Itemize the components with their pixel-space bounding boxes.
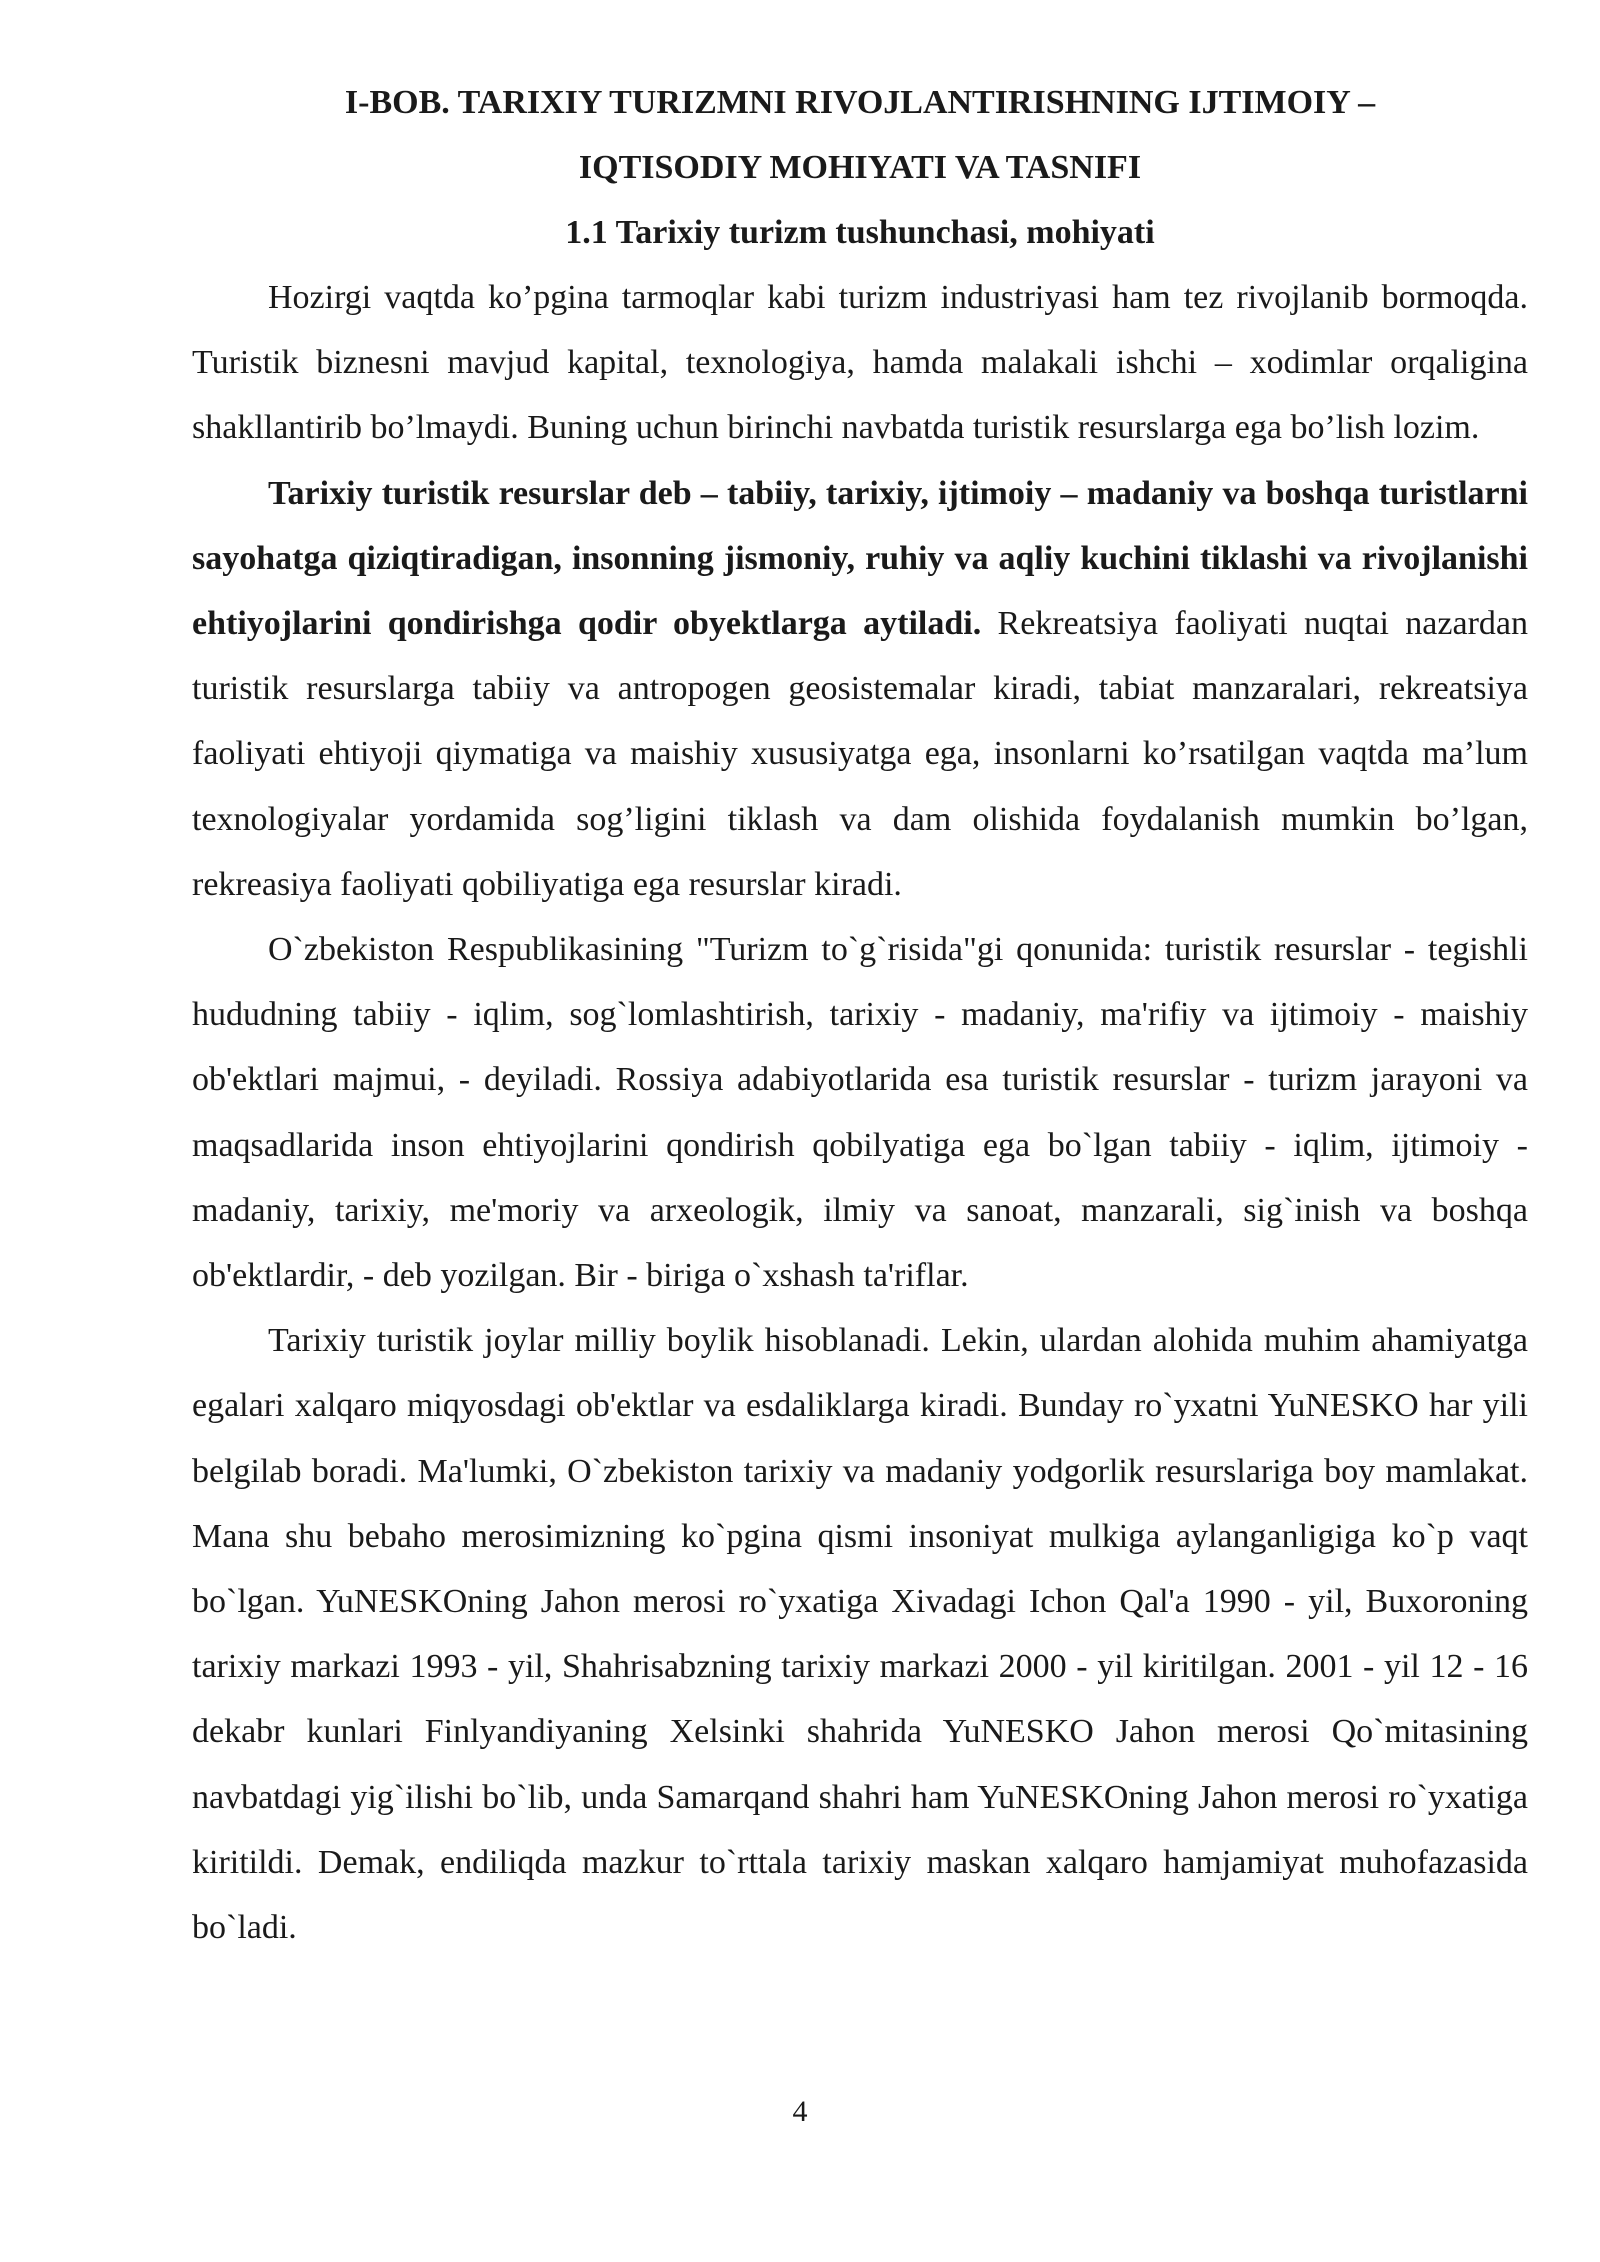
paragraph-2-text: Rekreatsiya faoliyati nuqtai nazardan turistik resurslarga tabiiy va antropogen geosistemalar kiradi, tabiat manzaralari, rekreatsiya faoliyati ehtiyoji qiymatiga va maishiy xususiyatga ega, insonlarni ko’rsatilgan vaqtda ma’lum texnologiyalar yordamida sog’ligini tiklash va dam olishida foydalanish mumkin bo’lgan, rekreasiya faoliyati qobiliyatiga ega resurslar kiradi. bbox=[192, 605, 1528, 903]
paragraph-1: Hozirgi vaqtda ko’pgina tarmoqlar kabi turizm industriyasi ham tez rivojlanib bormoqda. Turistik biznesni mavjud kapital, texnologiya, hamda malakali ishchi – xodimlar orqaligina shakllantirib bo’lmaydi. Buning uchun birinchi navbatda turistik resurslarga ega bo’lish lozim. bbox=[192, 279, 1528, 447]
section-title: 1.1 Tarixiy turizm tushunchasi, mohiyati bbox=[565, 214, 1155, 251]
paragraph-3: O`zbekiston Respublikasining "Turizm to`g`risida"gi qonunida: turistik resurslar - tegishli hududning tabiiy - iqlim, sog`lomlashtirish, tarixiy - madaniy, ma'rifiy va ijtimoiy - maishiy ob'ektlari majmui, - deyiladi. Rossiya adabiyotlarida esa turistik resurslar - turizm jarayoni va maqsadlarida inson ehtiyojlarini qondirish qobilyatiga ega bo`lgan tabiiy - iqlim, ijtimoiy - madaniy, tarixiy, me'moriy va arxeologik, ilmiy va sanoat, manzarali, sig`inish va boshqa ob'ektlardir, - deb yozilgan. Bir - biriga o`xshash ta'riflar. bbox=[192, 931, 1528, 1295]
document-page bbox=[192, 70, 1528, 1960]
page-number: 4 bbox=[792, 2095, 808, 2128]
paragraph-2 bbox=[192, 461, 1528, 917]
chapter-title-line1: I-BOB. TARIXIY TURIZMNI RIVOJLANTIRISHNING IJTIMOIY – bbox=[344, 84, 1376, 121]
paragraph-4: Tarixiy turistik joylar milliy boylik hisoblanadi. Lekin, ulardan alohida muhim ahamiyatga egalari xalqaro miqyosdagi ob'ektlar va esdaliklarga kiradi. Bunday ro`yxatni YuNESKO har yili belgilab boradi. Ma'lumki, O`zbekiston tarixiy va madaniy yodgorlik resurslariga boy mamlakat. Mana shu bebaho merosimizning ko`pgina qismi insoniyat mulkiga aylanganligiga ko`p vaqt bo`lgan. YuNESKOning Jahon merosi ro`yxatiga Xivadagi Ichon Qal'a 1990 - yil, Buxoroning tarixiy markazi 1993 - yil, Shahrisabzning tarixiy markazi 2000 - yil kiritilgan. 2001 - yil 12 - 16 dekabr kunlari Finlyandiyaning Xelsinki shahrida YuNESKO Jahon merosi Qo`mitasining navbatdagi yig`ilishi bo`lib, unda Samarqand shahri ham YuNESKOning Jahon merosi ro`yxatiga kiritildi. Demak, endiliqda mazkur to`rttala tarixiy maskan xalqaro hamjamiyat muhofazasida bo`ladi. bbox=[192, 1322, 1528, 1947]
chapter-title-line2: IQTISODIY MOHIYATI VA TASNIFI bbox=[578, 149, 1142, 186]
paragraph-2-definition: Tarixiy turistik resurslar deb – tabiiy, tarixiy, ijtimoiy – madaniy va boshqa turistlarni sayohatga qiziqtiradigan, insonning jismoniy, ruhiy va aqliy kuchini tiklashi va rivojlanishi ehtiyojlarini qondirishga qodir obyektlarga aytiladi. bbox=[192, 474, 1528, 643]
